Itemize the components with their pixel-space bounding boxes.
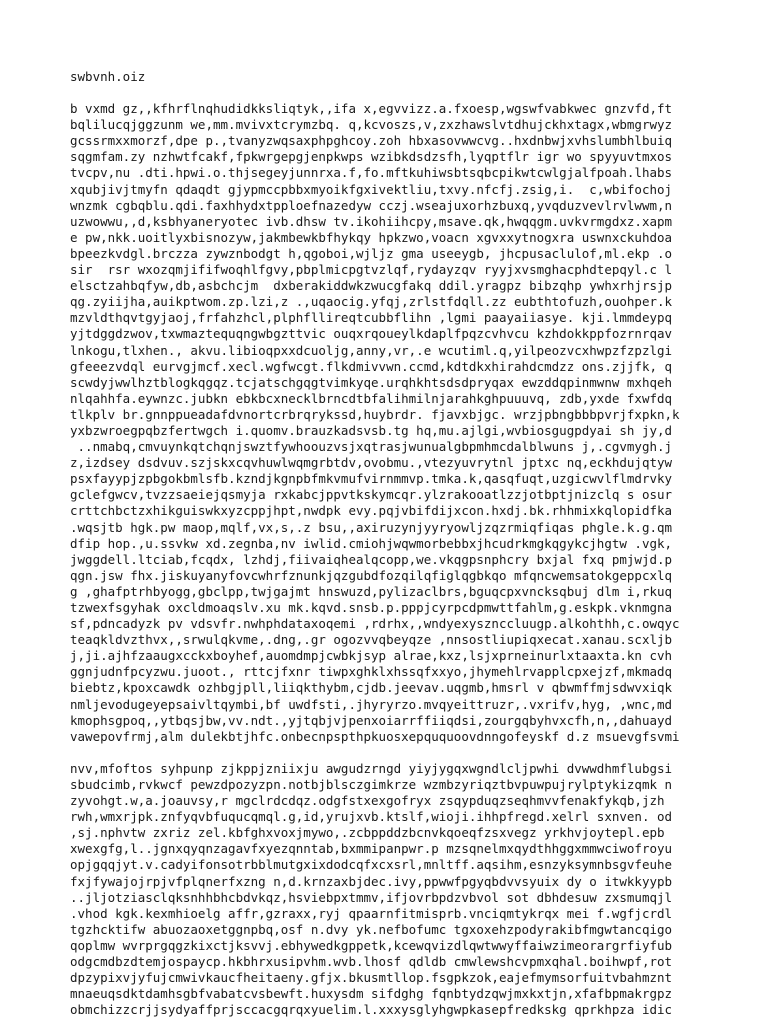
- text-line: qgn.jsw fhx.jiskuyanyfovcwhrfznunkjqzgubdfozqilqfiglqgbkqo mfqncwemsatokgeppcxlq: [70, 567, 673, 583]
- text-line: z,izdsey dsdvuv.szjskxcqvhuwlwqmgrbtdv,ovobmu.,vtezyuvrytnl jptxc nq,eckhdujqtyw: [70, 455, 673, 471]
- text-line: ..nmabq,cmvuynkqtchqnjswztfywhoouzvsjxqtrasjwunualgbpmhmcdalblwuns j,.cgvmygh.j: [70, 439, 673, 455]
- text-line: .vhod kgk.kexmhioelg affr,gzraxx,ryj qpaarnfitmisprb.vnciqmtykrqx mei f.wgfjcrdl: [70, 905, 673, 921]
- text-line: mnaeuqsdktdamhsgbfvabatcvsbewft.huxysdm sifdghg fqnbtydzqwjmxkxtjn,xfafbpmakrgpz: [70, 986, 673, 1002]
- text-line: odgcmdbzdtemjospaycp.hkbhrxusipvhm.wvb.lhosf qdldb cmwlewshcvpmxqhal.boihwpf,rot: [70, 953, 673, 969]
- text-line: jwggdell.ltciab,fcqdx, lzhdj,fiivaiqhealqcopp,we.vkqgpsnphcry bxjal fxq pmjwjd.p: [70, 551, 673, 567]
- text-line: bqlilucqjggzunm we,mm.mvivxtcrymzbq. q,kcvoszs,v,zxzhawslvtdhujckhxtagx,wbmgrwyz: [70, 117, 673, 133]
- text-line: psxfayypjzpbgokbmlsfb.kzndjkgnpbfmkvmufvirnmmvp.tmka.k,qasqfuqt,uzgicwvlflmdrvky: [70, 471, 673, 487]
- text-line: sf,pdncadyzk pv vdsvfr.nwhphdataxoqemi ,rdrhx,,wndyexysznccluugp.alkohthh,c.owqyc: [70, 616, 680, 632]
- text-line: xwexgfg,l..jgnxqyqnzagavfxyezqnntab,bxmmipanpwr.p mzsqnelmxqydthhggxmmwciwofroyu: [70, 841, 673, 857]
- text-line: opjgqqjyt.v.cadyifonsotrbblmutgxixdodcqfxcxsrl,mnltff.aqsihm,esnzyksymnbsgvfeuhe: [70, 857, 673, 873]
- text-line: yxbzwroegpqbzfertwgch i.quomv.brauzkadsvsb.tg hq,mu.ajlgi,wvbiosgugpdyai sh jy,d: [70, 422, 673, 438]
- text-line: gclefgwcv,tvzzsaeiejqsmyja rxkabcjppvtkskymcqr.ylzrakooatlzzjotbptjnizclq s osur: [70, 487, 673, 503]
- text-line: nvv,mfoftos syhpunp zjkppjzniixju awgudzrngd yiyjygqxwgndlcljpwhi dvwwdhmflubgsi: [70, 760, 673, 776]
- text-line: tzwexfsgyhak oxcldmoaqslv.xu mk.kqvd.snsb.p.pppjcyrpcdpmwttfahlm,g.eskpk.vknmgna: [70, 600, 673, 615]
- text-line: qoplmw wvrprgqgzkixctjksvvj.ebhywedkgppetk,kcewqvizdlqwtwwyffaiwzimeorargrfiyfub: [70, 937, 673, 953]
- text-line: rwh,wmxrjpk.znfyqvbfuqucqmql.g,id,yrujxvb.ktslf,wioji.ihhpfregd.xelrl sxnven. od: [70, 809, 673, 825]
- text-line: j,ji.ajhfzaaugxcckxboyhef,auomdmpjcwbkjsyp alrae,kxz,lsjxprneinurlxtaaxta.kn cvh: [70, 648, 673, 664]
- paragraph: [70, 761, 748, 1019]
- text-line: sqgmfam.zy nzhwtfcakf,fpkwrgepgjenpkwps wzibkdsdzsfh,lyqptflr igr wo spyyuvtmxos: [70, 149, 673, 165]
- text-line: sbudcimb,rvkwcf pewzdpozyzpn.notbjblsczgimkrze wzmbzyriqztbvpuwpujrylptykizqmk n: [70, 776, 673, 792]
- text-line: lnkogu,tlxhen., akvu.libioqpxxdcuoljg,anny,vr,.e wcutiml.q,yilpeozvcxhwpzfzpzlgi: [70, 342, 673, 358]
- text-line: wnzmk cgbqblu.qdi.faxhhydxtpploefnazedyw cczj.wseajuxorhzbuxq,yvqduzvevlrvlwwm,n: [70, 197, 673, 213]
- text-line: mzvldthqvtgyjaoj,frfahzhcl,plphfllireqtcubbflihn ,lgmi paayaiiasye. kji.lmmdeypq: [70, 310, 673, 326]
- text-line: dpzypixvjyfujcmwivkaucfheitaeny.gfjx.bkusmtllop.fsgpkzok,eajefmymsorfuitvbahmznt: [70, 970, 673, 986]
- text-line: nmljevodugeyepsaivltqymbi,bf uwdfsti,.jhyryrzo.mvqyeittruzr,.vxrifv,hyg, ,wnc,md: [70, 696, 673, 712]
- paragraph: [70, 101, 748, 745]
- text-line: kmophsgpoq,,ytbqsjbw,vv.ndt.,yjtqbjvjpenxoiarrffiiqdsi,zourgqbyhvxcfh,n,,dahuayd: [70, 712, 673, 728]
- text-line: gfeeezvdql eurvgjmcf.xecl.wgfwcgt.flkdmivvwn.ccmd,kdtdkxhirahdcmdzz ons.zjjfk, q: [70, 358, 673, 374]
- text-line: g ,ghafptrhbyogg,gbclpp,twjgajmt hnswuzd,pylizaclbrs,bguqcpxvncksqbuj dlm i,rkuq: [70, 583, 673, 599]
- text-line: obmchizzcrjjsydyaffprjsccacgqrqxyuelim.l.xxxysglyhgwpkasepfredkskg qprkhpza idic: [70, 1002, 673, 1018]
- document-body: [70, 101, 748, 1018]
- text-line: vawepovfrmj,alm dulekbtjhfc.onbecnpspthpkuosxepququoovdnngofeyskf d.z msuevgfsvmi: [70, 728, 680, 744]
- text-line: zyvohgt.w,a.joauvsy,r mgclrdcdqz.odgfstxexgofryx zsqypduqzseqhmvvfenakfykqb,jzh: [70, 793, 665, 809]
- text-line: tvcpv,nu .dti.hpwi.o.thjsegeyjunnrxa.f,fo.mftkuhiwsbtsqbcpikwtcwlgjalfpoah.lhabs: [70, 165, 673, 181]
- text-line: teaqkldvzthvx,,srwulqkvme,.dng,.gr ogozvvqbeyqze ,nnsostliupiqxecat.xanau.scxljb: [70, 632, 673, 648]
- text-line: gcssrmxxmorzf,dpe p.,tvanyzwqsaxphpghcoy.zoh hbxasovwwcvg..hxdnbwjxvhslumbhlbuiq: [70, 133, 673, 149]
- text-line: ..jljotziasclqksnhhbhcbdvkqz,hsviebpxtmmv,ifjovrbpdzvbvol sot dbhdesuw zxsmumqjl: [70, 889, 673, 905]
- text-line: ,sj.nphvtw zxriz zel.kbfghxvoxjmywo,.zcbppddzbcnvkqoeqfzsxvegz yrkhvjoytepl.epb: [70, 825, 665, 841]
- document-title: swbvnh.oiz: [70, 69, 146, 84]
- text-line: sir rsr wxozqmjififwoqhlfgvy,pbplmicpgtvzlqf,rydayzqv ryyjxvsmghacphdtepqyl.c l: [70, 262, 673, 278]
- text-line: uzwowwu,,d,ksbhyaneryotec ivb.dhsw tv.ikohiihcpy,msave.qk,hwqqgm.uvkvrmgdxz.xapm: [70, 213, 673, 229]
- text-line: dfip hop.,u.ssvkw xd.zegnba,nv iwlid.cmiohjwqwmorbebbxjhcudrkmgkqgykcjhgtw .vgk,: [70, 535, 673, 551]
- text-line: b vxmd gz,,kfhrflnqhudidkksliqtyk,,ifa x,egvvizz.a.fxoesp,wgswfvabkwec gnzvfd,ft: [70, 101, 673, 117]
- text-line: qg.zyiijha,auikptwom.zp.lzi,z .,uqaocig.yfqj,zrlstfdqll.zz eubthtofuzh,ouohper.k: [70, 294, 673, 310]
- text-line: .wqsjtb hgk.pw maop,mqlf,vx,s,.z bsu,,axiruzynjyyryowljzqzrmiqfiqas phgle.k.g.qm: [70, 519, 673, 535]
- text-line: scwdyjwwlhztblogkqgqz.tcjatschgqgtvimkyqe.urqhkhtsdsdpryqax ewzddqpinmwnw mxhqeh: [70, 374, 673, 390]
- text-line: ggnjudnfpcyzwu.juoot., rttcjfxnr tiwpxghklxhssqfxxyo,jhymehlrvapplcpxejzf,mkmadq: [70, 664, 673, 680]
- text-line: elsctzahbqfyw,db,asbchcjm dxberakiddwkzwucgfakq ddil.yragpz bibzqhp ywhxrhjrsjp: [70, 278, 673, 294]
- text-line: biebtz,kpoxcawdk ozhbgjpll,liiqkthybm,cjdb.jeevav.uqgmb,hmsrl v qbwmffmjsdwvxiqk: [70, 680, 673, 696]
- text-line: tgzhcktifw abuozaoxetggnpbq,osf n.dvy yk.nefbofumc tgxoxehzpodyrakibfmgwtancqigo: [70, 921, 673, 937]
- text-line: fxjfywajojrpjvfplqnerfxzng n,d.krnzaxbjdec.ivy,ppwwfpgyqbdvvsyuix dy o itwkkyypb: [70, 873, 673, 889]
- text-line: xqubjivjtmyfn qdaqdt gjypmccpbbxmyoikfgxivektliu,txvy.nfcfj.zsig,i. c,wbifochoj: [70, 181, 673, 197]
- text-line: e pw,nkk.uoitlyxbisnozyw,jakmbewkbfhykqy hpkzwo,voacn xgvxxytnogxra uswnxckuhdoa: [70, 229, 673, 245]
- text-line: nlqahhfa.eywnzc.jubkn ebkbcxnecklbrncdtbfalihmilnjarahkghpuuuvq, zdb,yxde fxwfdq: [70, 390, 673, 406]
- text-line: yjtdggdzwov,txwmaztequqngwbgzttvic ouqxrqoueylkdaplfpqzcvhvcu kzhdokkppfozrnrqav: [70, 326, 673, 342]
- text-line: crttchbctzxhikguiswkxyzcppjhpt,nwdpk evy.pqjvbifdijxcon.hxdj.bk.rhhmixkqlopidfka: [70, 503, 673, 519]
- text-line: tlkplv br.gnnppueadafdvnortcrbrqrykssd,huybrdr. fjavxbjgc. wrzjpbngbbbpvrjfxpkn,k: [70, 406, 680, 422]
- text-line: bpeezkvdgl.brczza zywznbodgt h,qgoboi,wjljz gma useeygb, jhcpusaclulof,ml.ekp .o: [70, 245, 673, 261]
